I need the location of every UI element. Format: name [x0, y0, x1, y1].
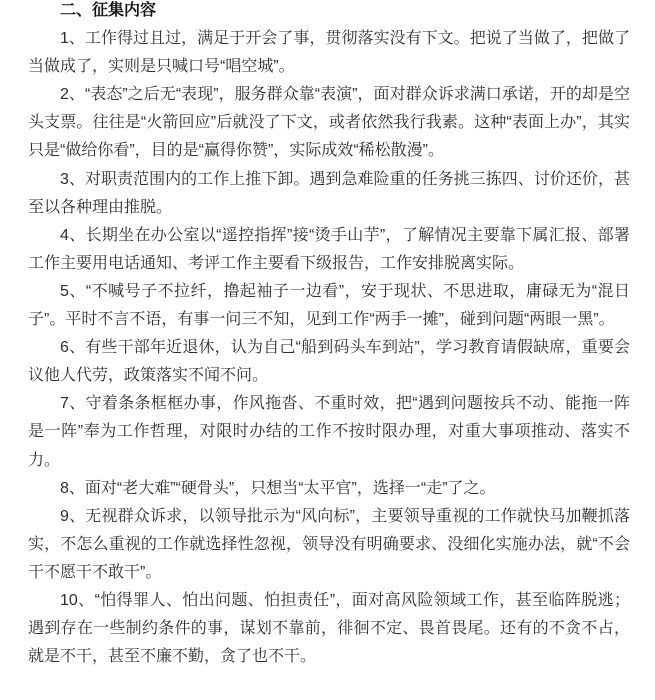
paragraph-5: 5、“不喊号子不拉纤，撸起袖子一边看”，安于现状、不思进取，庸碌无为“混日子”。平时不言不语，有事一问三不知，见到工作“两手一摊”，碰到问题“两眼一黑”。 [28, 282, 630, 329]
paragraph-3: 3、对职责范围内的工作上推下卸。遇到急难险重的任务挑三拣四、讨价还价，甚至以各种理由推脱。 [28, 170, 630, 216]
paragraph-10: 10、“怕得罪人、怕出问题、怕担责任”，面对高风险领域工作，甚至临阵脱逃；遇到存在一些制约条件的事，谋划不靠前，徘徊不定、畏首畏尾。还有的不贪不占，就是不干，甚至不廉不勤，贪了也不干。 [28, 591, 630, 666]
paragraph-2: 2、“表态”之后无“表现”，服务群众靠“表演”，面对群众诉求满口承诺，开的却是空头支票。往往是“火箭回应”后就没了下文，或者依然我行我素。这种“表面上办”，其实只是“做给你看”，目的是“赢得你赞”，实际成效“稀松散漫”。 [28, 86, 630, 160]
paragraph-1: 1、工作得过且过，满足于开会了事，贯彻落实没有下文。把说了当做了，把做了当做成了，实则是只喊口号“唱空城”。 [28, 30, 630, 76]
section-heading: 二、征集内容 [60, 2, 157, 19]
paragraph-7: 7、守着条条框框办事，作风拖沓、不重时效，把“遇到问题按兵不动、能拖一阵是一阵”奉为工作哲理，对限时办结的工作不按时限办理，对重大事项推动、落实不力。 [28, 395, 630, 469]
paragraph-4: 4、长期坐在办公室以“遥控指挥”接“烫手山芋”，了解情况主要靠下属汇报、部署工作主要用电话通知、考评工作主要看下级报告，工作安排脱离实际。 [28, 226, 630, 272]
paragraph-6: 6、有些干部年近退休，认为自己“船到码头车到站”，学习教育请假缺席，重要会议他人代劳，政策落实不闻不问。 [28, 339, 630, 385]
paragraph-9: 9、无视群众诉求，以领导批示为“风向标”，主要领导重视的工作就快马加鞭抓落实，不怎么重视的工作就选择性忽视，领导没有明确要求、没细化实施办法，就“不会干不愿干不敢干”。 [28, 507, 630, 581]
paragraph-8: 8、面对“老大难”“硬骨头”，只想当“太平官”，选择一“走”了之。 [60, 479, 496, 497]
